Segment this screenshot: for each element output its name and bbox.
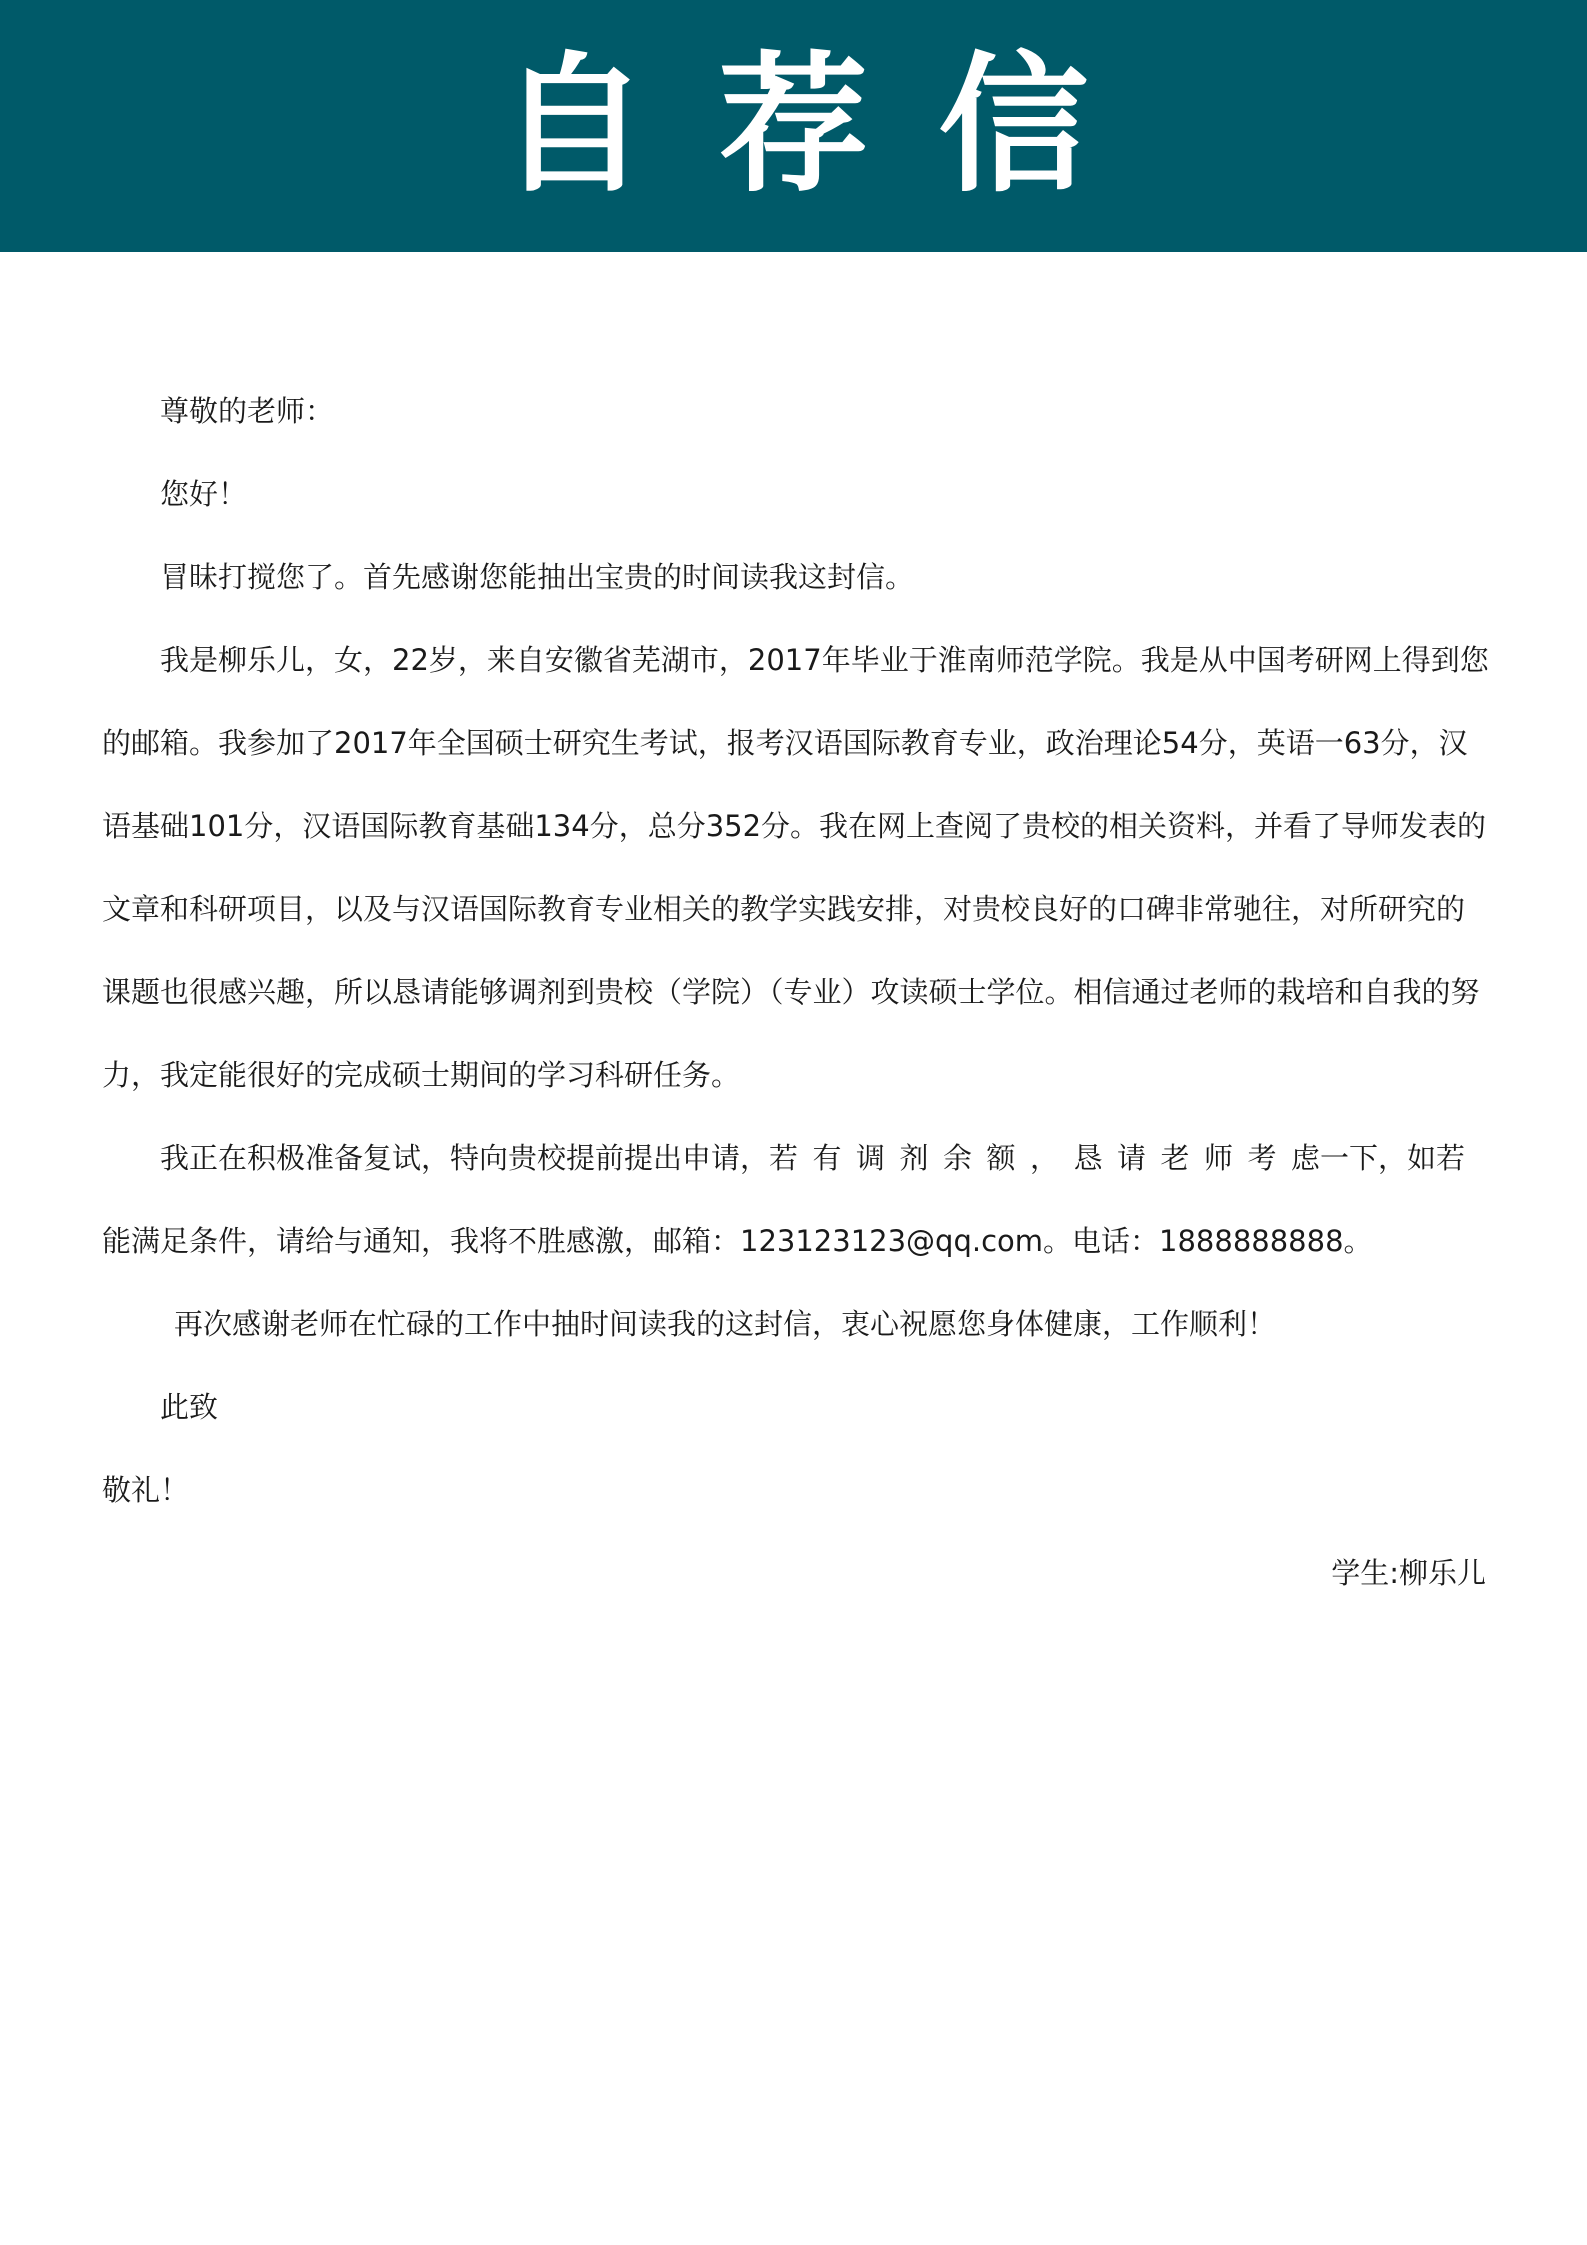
greeting: 您好！ bbox=[160, 477, 248, 511]
sign-off-1: 此致 bbox=[160, 1390, 219, 1424]
header-banner bbox=[0, 0, 1587, 252]
page-title: 自荐信 bbox=[498, 39, 1159, 213]
sign-off-2: 敬礼！ bbox=[102, 1473, 190, 1507]
request-text-spaced: 若有调剂余额，恳请老师考 bbox=[769, 1141, 1292, 1175]
request-paragraph bbox=[102, 1117, 1492, 1283]
request-text-start: 我正在积极准备复试，特向贵校提前提出申请， bbox=[160, 1141, 770, 1175]
introduction-paragraph: 我是柳乐儿，女，22岁，来自安徽省芜湖市，2017年毕业于淮南师范学院。我是从中国考研网上得到您的邮箱。我参加了2017年全国硕士研究生考试，报考汉语国际教育专业，政治理论54分，英语一63分，汉语基础101分，汉语国际教育基础134分，总分352分。我在网上查阅了贵校的相关资料，并看了导师发表的文章和科研项目，以及与汉语国际教育专业相关的教学实践安排，对贵校良好的口碑非常驰往，对所研究的课题也很感兴趣，所以恳请能够调剂到贵校（学院）（专业）攻读硕士学位。相信通过老师的栽培和自我的努力，我定能很好的完成硕士期间的学习科研任务。 bbox=[102, 643, 1489, 1092]
signature: 学生:柳乐儿 bbox=[1331, 1556, 1486, 1590]
request-text-end: 虑一下，如若能满足条件，请给与通知，我将不胜感激，邮箱：123123123@qq.com。电话：1888888888。 bbox=[102, 1141, 1466, 1258]
letter-body bbox=[102, 370, 1492, 1615]
closing-paragraph: 再次感谢老师在忙碌的工作中抽时间读我的这封信，衷心祝愿您身体健康，工作顺利！ bbox=[174, 1307, 1277, 1341]
salutation: 尊敬的老师： bbox=[160, 394, 335, 428]
opening-paragraph: 冒昧打搅您了。首先感谢您能抽出宝贵的时间读我这封信。 bbox=[160, 560, 915, 594]
